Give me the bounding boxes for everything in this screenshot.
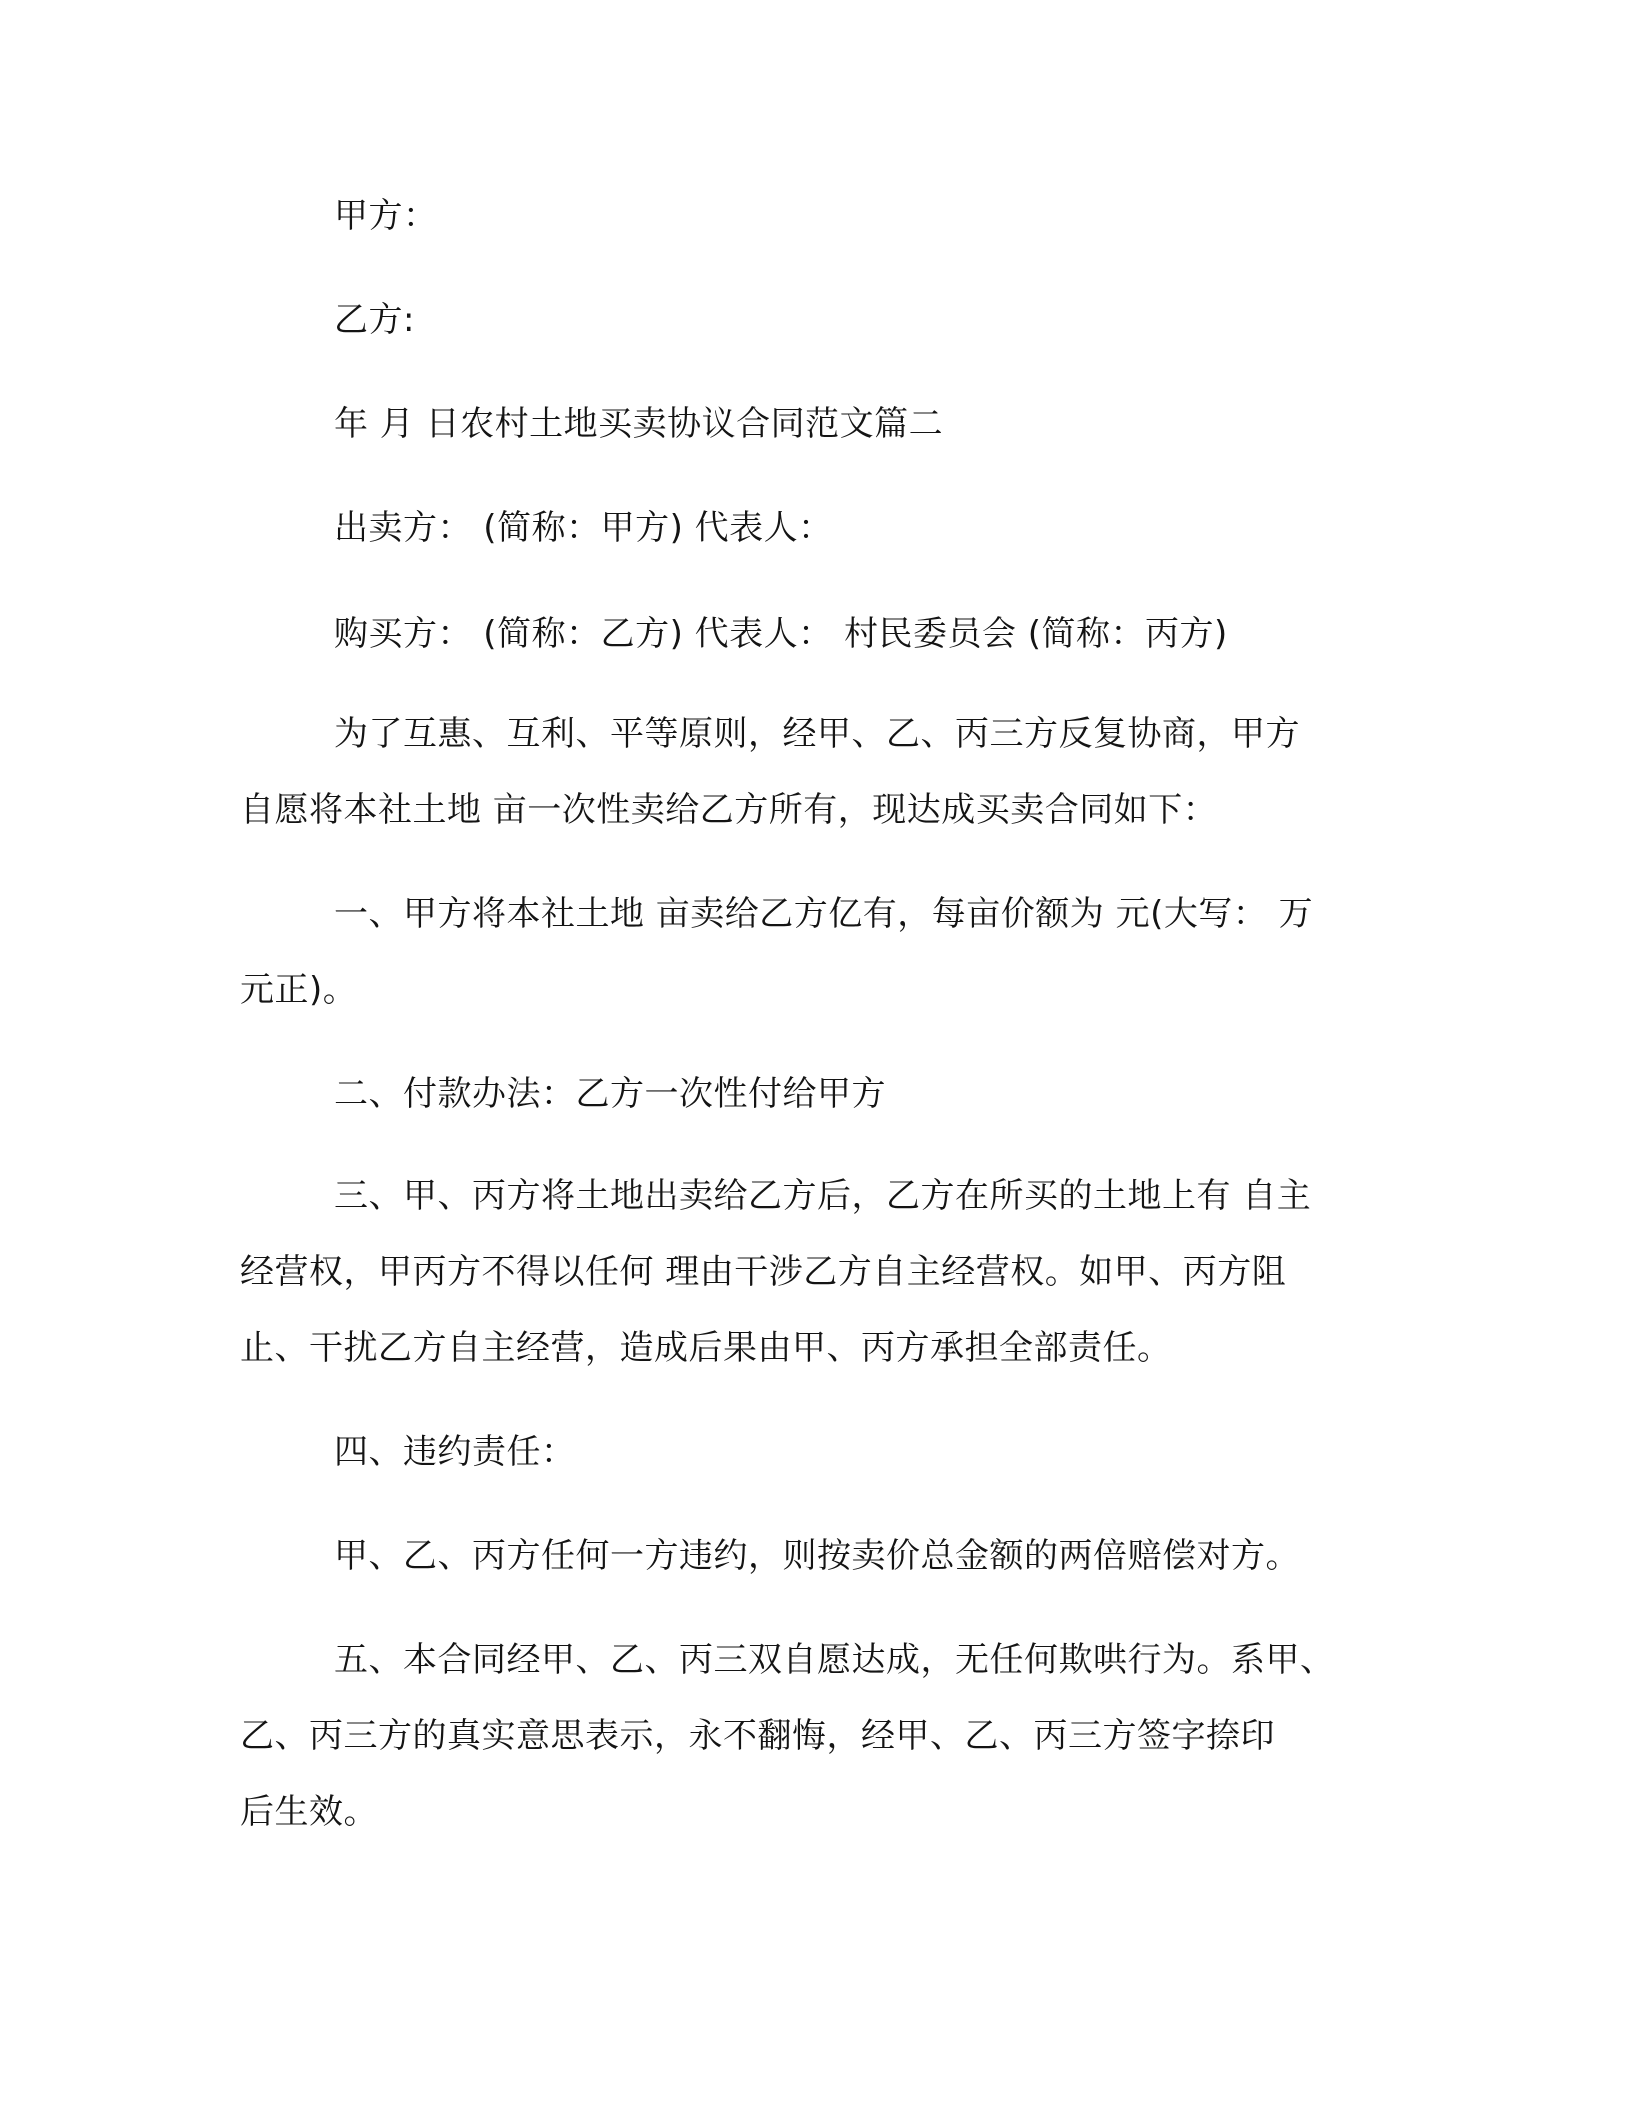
clause-5-line-3: 后生效。 [240,1792,378,1832]
clause-5-line-1: 五、本合同经甲、乙、丙三双自愿达成，无任何欺哄行为。系甲、 [334,1640,1335,1680]
date-title-line: 年 月 日农村土地买卖协议合同范文篇二 [334,404,944,444]
party-a-line: 甲方： [334,196,438,236]
clause-3-line-3: 止、干扰乙方自主经营，造成后果由甲、丙方承担全部责任。 [240,1328,1172,1368]
preamble-line-2: 自愿将本社土地 亩一次性卖给乙方所有，现达成买卖合同如下： [240,790,1218,830]
preamble-line-1: 为了互惠、互利、平等原则，经甲、乙、丙三方反复协商，甲方 [334,714,1300,754]
seller-line: 出卖方： (简称：甲方) 代表人： [334,508,833,548]
buyer-line: 购买方： (简称：乙方) 代表人： 村民委员会 (简称：丙方) [334,614,1228,654]
clause-4-heading: 四、违约责任： [334,1432,576,1472]
clause-2-line: 二、付款办法：乙方一次性付给甲方 [334,1074,886,1114]
clause-1-line-2: 元正)。 [240,970,358,1010]
clause-3-line-1: 三、甲、丙方将土地出卖给乙方后，乙方在所买的土地上有 自主 [334,1176,1312,1216]
clause-1-line-1: 一、甲方将本社土地 亩卖给乙方亿有，每亩价额为 元(大写： 万 [334,894,1314,934]
clause-3-line-2: 经营权，甲丙方不得以任何 理由干涉乙方自主经营权。如甲、丙方阻 [240,1252,1287,1292]
clause-4-body: 甲、乙、丙方任何一方违约，则按卖价总金额的两倍赔偿对方。 [334,1536,1300,1576]
clause-5-line-2: 乙、丙三方的真实意思表示，永不翻悔，经甲、乙、丙三方签字捺印 [240,1716,1275,1756]
party-b-line: 乙方: [334,300,415,340]
